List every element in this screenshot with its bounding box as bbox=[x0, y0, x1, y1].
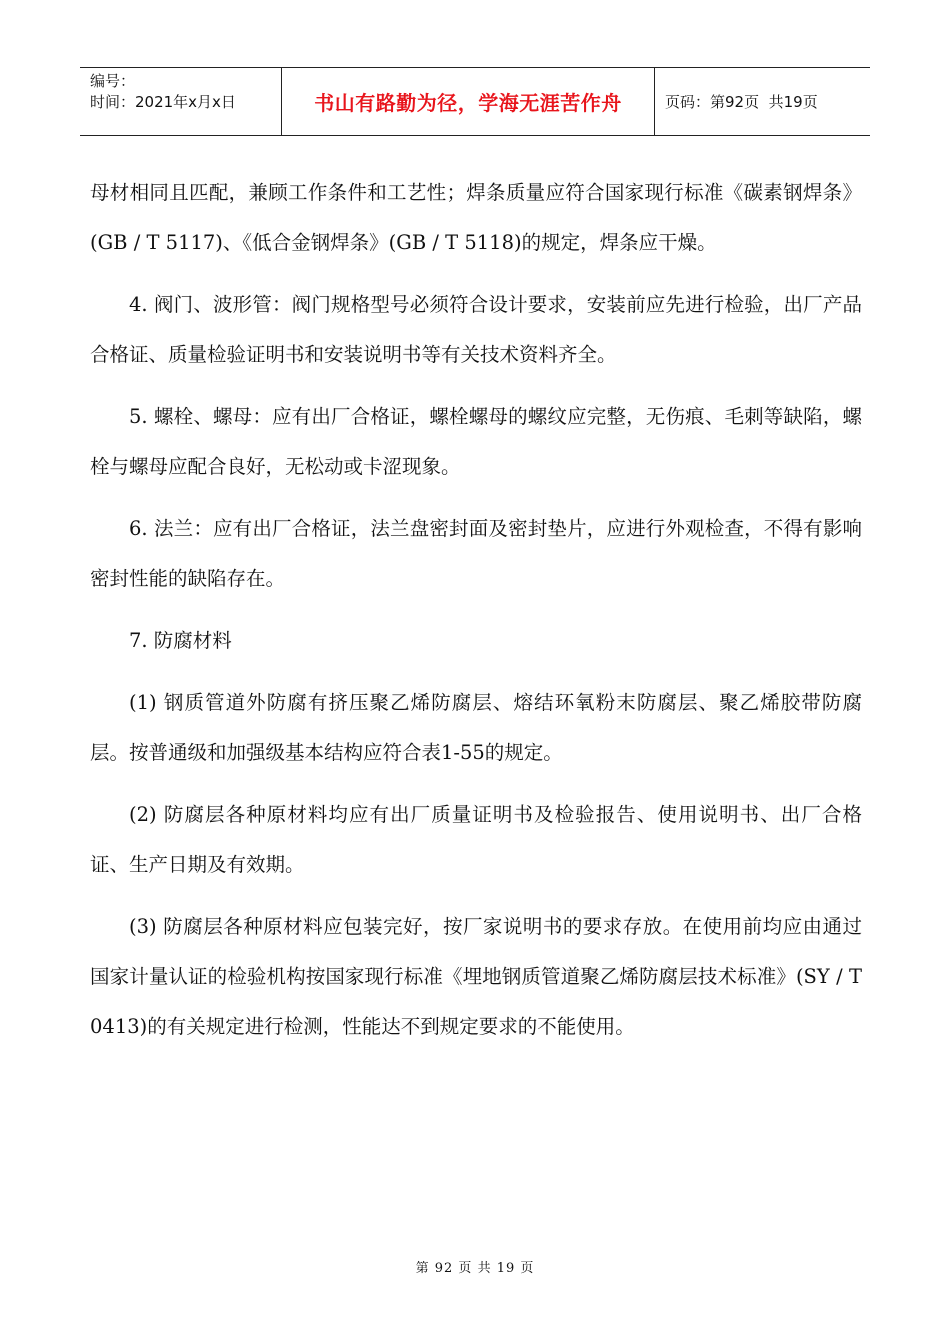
body-paragraph: 5. 螺栓、螺母：应有出厂合格证，螺栓螺母的螺纹应完整，无伤痕、毛刺等缺陷，螺栓与螺母应配合良好，无松动或卡涩现象。 bbox=[90, 405, 862, 478]
body-paragraph: 4. 阀门、波形管：阀门规格型号必须符合设计要求，安装前应先进行检验，出厂产品合格证、质量检验证明书和安装说明书等有关技术资料齐全。 bbox=[90, 293, 862, 366]
header-motto-cell bbox=[282, 68, 655, 135]
body-paragraph: 母材相同且匹配，兼顾工作条件和工艺性；焊条质量应符合国家现行标准《碳素钢焊条》(GB / T 5117)、《低合金钢焊条》(GB / T 5118)的规定，焊条应干燥。 bbox=[90, 181, 862, 254]
header-meta-cell bbox=[80, 68, 282, 135]
page-footer: 第 92 页 共 19 页 bbox=[415, 1261, 535, 1276]
body-paragraph: (2) 防腐层各种原材料均应有出厂质量证明书及检验报告、使用说明书、出厂合格证、生产日期及有效期。 bbox=[90, 803, 862, 876]
body-paragraph: (1) 钢质管道外防腐有挤压聚乙烯防腐层、熔结环氧粉末防腐层、聚乙烯胶带防腐层。按普通级和加强级基本结构应符合表1-55的规定。 bbox=[90, 691, 862, 764]
document-header bbox=[80, 67, 870, 136]
section-heading: 7. 防腐材料 bbox=[129, 629, 232, 652]
motto-text: 书山有路勤为径，学海无涯苦作舟 bbox=[314, 91, 622, 115]
date-label: 时间：2021年x月x日 bbox=[90, 93, 236, 111]
header-page-info: 页码：第92页 共19页 bbox=[665, 93, 818, 111]
body-paragraph: 6. 法兰：应有出厂合格证，法兰盘密封面及密封垫片，应进行外观检查，不得有影响密封性能的缺陷存在。 bbox=[90, 517, 862, 590]
document-body bbox=[90, 168, 862, 1064]
serial-number-label: 编号： bbox=[90, 72, 136, 90]
body-paragraph: (3) 防腐层各种原材料应包装完好，按厂家说明书的要求存放。在使用前均应由通过国家计量认证的检验机构按国家现行标准《埋地钢质管道聚乙烯防腐层技术标准》(SY / T 0413)的有关规定进行检测，性能达不到规定要求的不能使用。 bbox=[90, 915, 862, 1038]
